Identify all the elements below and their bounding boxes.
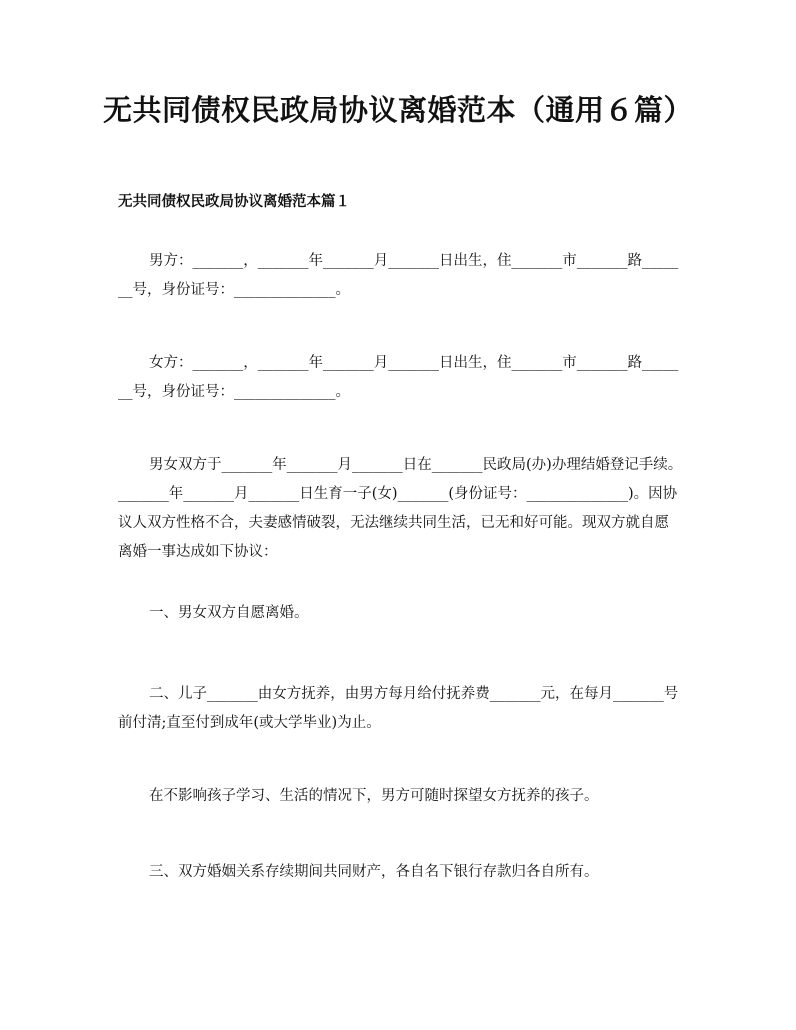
section-title: 无共同债权民政局协议离婚范本篇１ <box>118 193 350 210</box>
paragraph-visitation: 在不影响孩子学习、生活的情况下，男方可随时探望女方抚养的孩子。 <box>149 788 599 804</box>
document-title: 无共同债权民政局协议离婚范本（通用６篇） <box>102 93 693 127</box>
paragraph-marriage-info: 男女双方于_______年_______月_______日在_______民政局(办)办理结婚登记手续。_______年_______月_______日生育一子(女)_______(身份证号：______________)。因协议人双方性格不合，夫妻感情破裂，无法继续共同生活，已无和好可能。现双方就自愿离婚一事达成如下协议： <box>118 457 683 560</box>
paragraph-clause-1: 一、男女双方自愿离婚。 <box>149 605 309 621</box>
paragraph-clause-2: 二、儿子_______由女方抚养，由男方每月给付抚养费_______元，在每月_______号前付清;直至付到成年(或大学毕业)为止。 <box>118 686 679 731</box>
paragraph-female-info: 女方：_______，_______年_______月_______日出生，住_______市_______路_______号，身份证号：______________。 <box>118 355 679 400</box>
paragraph-clause-3: 三、双方婚姻关系存续期间共同财产，各自名下银行存款归各自所有。 <box>149 864 599 880</box>
paragraph-male-info: 男方：_______，_______年_______月_______日出生，住_______市_______路_______号，身份证号：______________。 <box>118 253 679 298</box>
